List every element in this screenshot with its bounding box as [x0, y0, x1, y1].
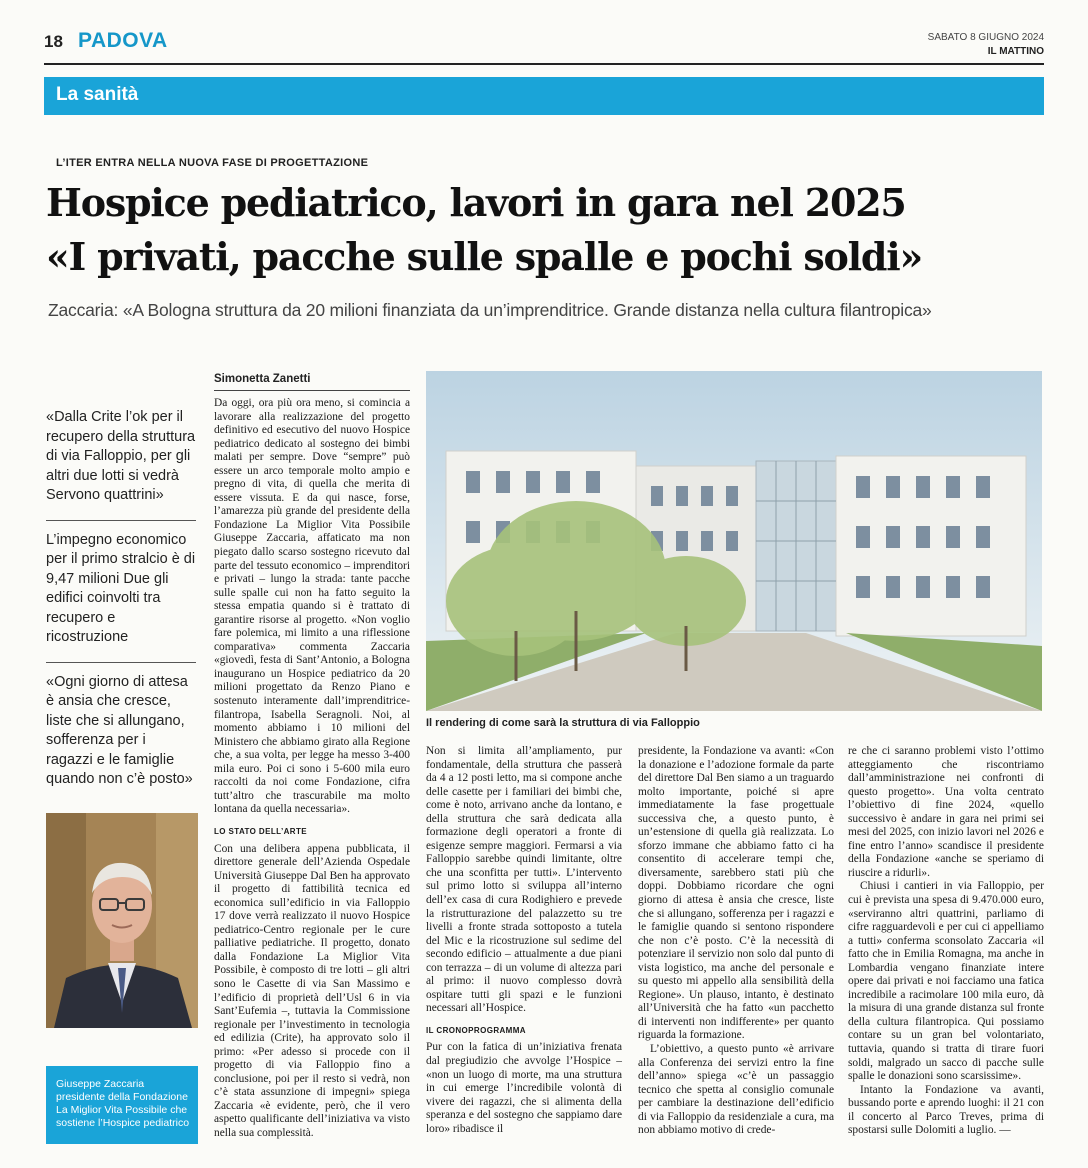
column-3	[638, 745, 834, 1138]
page-number: 18	[44, 32, 63, 51]
column-2-paragraph-1: Non si limita all’ampliamento, pur fondamentale, della struttura che passerà da 4 a 12 posti letto, ma si compone anche delle casette per i familiari dei bimbi che, come è noto, arrivano anche da lontano, e della struttura che sarà dedicata alla formazione degli operatori a fronte di esigenze sempre maggiori. Fermarsi a via Falloppio sarebbe quindi limitante, oltre che una sconfitta per tutti». L’intervento sul primo lotto si sviluppa all’interno dell’ex casa di cura Rodighiero e prevede la ristrutturazione del palazzetto su tre livelli a fronte strada sottoposto a tutela del Mic e la ricostruzione sul sedime del secondo edificio – attualmente a due piani con terrazza – di un volume di altezza pari al primo: il nuovo complesso dovrà ospitare tutti gli spazi e le funzioni necessari all’Hospice.	[426, 745, 622, 1015]
column-3-paragraph-2: L’obiettivo, a questo punto «è arrivare alla Conferenza dei servizi entro la fine dell’anno» spiega «c’è un passaggio tecnico che spetta al consiglio comunale per cambiare la destinazione dell’edificio di via Falloppio da residenziale a cura, ma non abbiamo motivo di crede-	[638, 1043, 834, 1137]
article-byline: Simonetta Zanetti	[214, 373, 311, 385]
article-headline	[46, 176, 1056, 284]
sidebar-divider	[46, 662, 196, 663]
article-subhead: Zaccaria: «A Bologna struttura da 20 milioni finanziata da un’imprenditrice. Grande distanza nella cultura filantropica»	[48, 300, 932, 320]
subsection-heading: LO STATO DELL’ARTE	[214, 826, 307, 836]
column-4	[848, 745, 1044, 1138]
section-name: PADOVA	[78, 29, 168, 52]
column-2	[426, 745, 622, 1136]
column-3-paragraph-1: presidente, la Fondazione va avanti: «Con la donazione e l’adozione formale da parte del direttore Dal Ben siamo a un traguardo molto importante, poiché si apre immediatamente la fase progettuale successiva che, a questo punto, è un’estensione di quella già realizzata. Lo sforzo immane che abbiamo fatto ci ha consentito di accelerare tempi che, diversamente, sarebbero stati più che doppi. Dobbiamo ricordare che ogni giorno di attesa è ansia che cresce, liste che si allungano, sofferenza per i ragazzi e le famiglie quando si sentono rispondere che non c’è posto. C’è la necessità di potenziare il servizio non solo dal punto di vista logistico, ma anche del personale e su questo mi appello alla sensibilità della Regione». Un plauso, intanto, è destinato all’Università che ha fatto «un pacchetto di interventi non indifferente» per quanto riguarda la formazione.	[638, 745, 834, 1042]
pull-quote-2: L’impegno economico per il primo stralcio è di 9,47 milioni Due gli edifici coinvolti tra recupero e ricostruzione	[46, 531, 196, 645]
portrait-photo	[46, 813, 198, 1028]
subsection-heading: IL CRONOPROGRAMMA	[426, 1025, 526, 1035]
portrait-illustration	[46, 813, 198, 1028]
section-band	[44, 77, 1044, 115]
sidebar-divider	[46, 520, 196, 521]
issue-date: SABATO 8 GIUGNO 2024	[927, 32, 1044, 43]
column-1	[214, 397, 410, 1141]
pull-quote-3: «Ogni giorno di attesa è ansia che cresce, liste che si allungano, sofferenza per i ragazzi e le famiglie quando non c’è posto»	[46, 673, 193, 787]
column-4-paragraph-2: Chiusi i cantieri in via Falloppio, per cui è prevista una spesa di 9.470.000 euro, «serviranno altri quattrini, parliamo di cifre ragguardevoli e per cui ci appelliamo a tutti» conferma sconsolato Zaccaria «il fatto che in Emilia Romagna, ma anche in Lombardia vengano finanziate intere opere dai privati e noi facciamo una fatica incredibile a racimolare 100 mila euro, dà la misura di una grande distanza sul fronte della cultura filantropica. Qui possiamo contare su un gran bel volontariato, tuttavia, quando si tratta di tirare fuori soldi, malgrado un sacco di pacche sulle spalle le donazioni sono scarsissime».	[848, 880, 1044, 1083]
column-2-paragraph-2: Pur con la fatica di un’iniziativa frenata dal pregiudizio che avvolge l’Hospice – «non un luogo di morte, ma una struttura in cui emerge l’incredibile volontà di vivere dei ragazzi, che si alimenta della speranza e del sostegno che sappiamo dare loro» ribadisce il	[426, 1041, 622, 1135]
rendering-caption: Il rendering di come sarà la struttura di via Falloppio	[426, 717, 700, 729]
pull-quote-1: «Dalla Crite l’ok per il recupero della struttura di via Falloppio, per gli altri due lotti si vedrà Servono quattrini»	[46, 409, 196, 503]
headline-line-2: «I privati, pacche sulle spalle e pochi soldi»	[46, 234, 923, 279]
column-4-paragraph-3: Intanto la Fondazione va avanti, bussando porte e aprendo luoghi: il 21 con il concerto al Parco Treves, prima di spostarsi sulle Dolomiti a luglio. —	[848, 1083, 1044, 1137]
newspaper-name: IL MATTINO	[987, 46, 1044, 57]
headline-line-1: Hospice pediatrico, lavori in gara nel 2025	[46, 180, 906, 225]
article-kicker: L’ITER ENTRA NELLA NUOVA FASE DI PROGETTAZIONE	[56, 157, 369, 169]
masthead-rule	[44, 63, 1044, 65]
photo-caption: Giuseppe Zaccaria presidente della Fondazione La Miglior Vita Possibile che sostiene l’Hospice pediatrico	[56, 1078, 190, 1129]
building-rendering	[426, 371, 1042, 711]
sidebar-quotes	[46, 408, 196, 804]
column-1-paragraph-2: Con una delibera appena pubblicata, il direttore generale dell’Azienda Ospedale Università Giuseppe Dal Ben ha approvato il progetto di fattibilità tecnica ed economica sull’edificio in via Falloppio 17 dove verrà realizzato il nuovo Hospice pediatrico-Centro regionale per le cure palliative pediatriche. Il progetto, donato dalla Fondazione La Miglior Vita Possibile, è composto di tre lotti – gli altri sono le Casette di via San Massimo e l’edificio di proprietà dell’Usl 6 in via Sant’Eufemia –, tuttavia la Commissione regionale per l’investimento in tecnologia ed edilizia (Crite), ha approvato solo il primo: «Per adesso si procede con il progetto di via Falloppio fino a conclusione, poi per il resto si vedrà, non c’è stata assunzione di impegni» spiega Zaccaria «è evidente, però, che il vero aspetto qualificante dell’iniziativa va visto nella sua complessità.	[214, 842, 410, 1139]
rendering-illustration	[426, 371, 1042, 711]
byline-rule	[214, 390, 410, 391]
column-1-paragraph-1: Da oggi, ora più ora meno, si comincia a lavorare alla realizzazione del progetto definitivo ed esecutivo del nuovo Hospice pediatrico dedicato al sostegno dei bimbi malati per sempre. Dove “sempre” può essere un arco temporale molto ampio e pregno di vita, di quella che merita di essere vissuta. E da qui nasce, forse, l’amarezza più grande del presidente della Fondazione La Miglior Vita Possibile Giuseppe Zaccaria, affaticato ma non piegato dallo scarso sostegno ricevuto dal parte del tessuto economico – imprenditori e privati – lungo la strada: tante pacche sulle spalle cui non ha fatto seguito la stessa empatia quando si è trattato di garantire risorse al progetto. «Non voglio fare polemica, mi limito a una riflessione comparativa» commenta Zaccaria «giovedì, festa di Sant’Antonio, a Bologna inaugurano un Hospice pediatrico da 20 milioni progettato da Renzo Piano e sostenuto interamente dall’imprenditrice-filantropa, Isabella Seragnoli. Noi, al momento abbiamo i 10 milioni del Ministero che abbiamo girato alla Regione che, a sua volta, per legge ha messo 3-400 mila euro. Poi ci sono i 5-600 mila euro raccolti da noi come Fondazione, cifra tutt’altro che trascurabile ma molto lontana da quella necessaria».	[214, 397, 410, 816]
section-band-title: La sanità	[56, 84, 139, 105]
column-4-paragraph-1: re che ci saranno problemi visto l’ottimo atteggiamento che riscontriamo dall’amministrazione nei confronti di questo progetto». Una volta centrato l’obiettivo di fine 2024, «quello successivo è andare in gara nei primi sei mesi del 2025, con inizio lavori nel 2026 e fine entro l’anno» scandisce il presidente della Fondazione «anche se speriamo di riuscire a ridurli».	[848, 745, 1044, 879]
